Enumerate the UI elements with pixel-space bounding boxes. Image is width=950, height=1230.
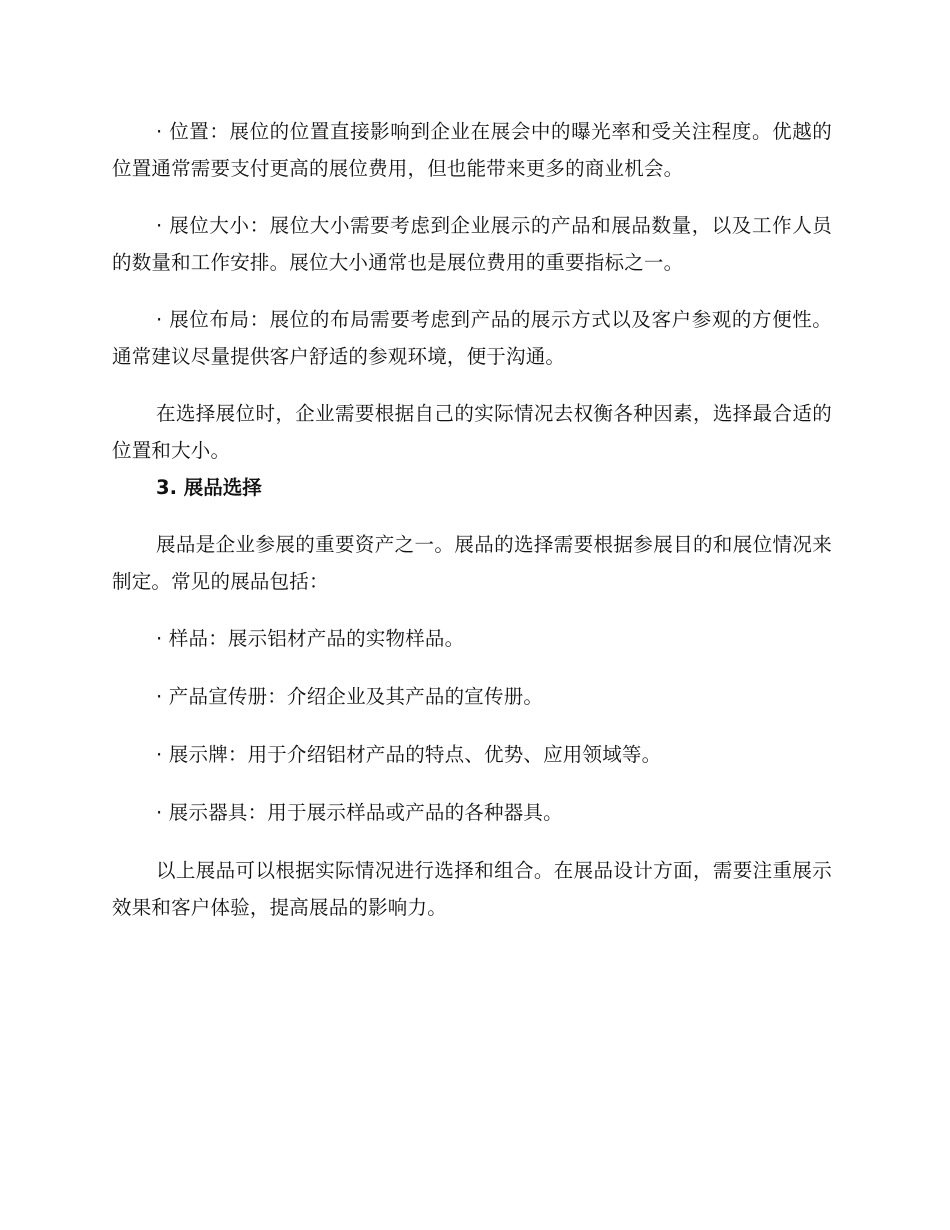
paragraph-booth-selection-summary: 在选择展位时，企业需要根据自己的实际情况去权衡各种因素，选择最合适的位置和大小。 (112, 402, 832, 462)
bullet-booth-size: · 展位大小：展位大小需要考虑到企业展示的产品和展品数量，以及工作人员的数量和工作安排。展位大小通常也是展位费用的重要指标之一。 (112, 214, 832, 274)
paragraph-exhibits-summary: 以上展品可以根据实际情况进行选择和组合。在展品设计方面，需要注重展示效果和客户体验，提高展品的影响力。 (112, 859, 832, 919)
bullet-samples: · 样品：展示铝材产品的实物样品。 (156, 627, 465, 650)
paragraph-exhibits-intro: 展品是企业参展的重要资产之一。展品的选择需要根据参展目的和展位情况来制定。常见的展品包括： (112, 533, 832, 593)
bullet-display-board: · 展示牌：用于介绍铝材产品的特点、优势、应用领域等。 (156, 743, 662, 766)
bullet-display-fixtures: · 展示器具：用于展示样品或产品的各种器具。 (156, 801, 563, 824)
document-body (112, 113, 832, 926)
bullet-location: · 位置：展位的位置直接影响到企业在展会中的曝光率和受关注程度。优越的位置通常需要支付更高的展位费用，但也能带来更多的商业机会。 (112, 120, 832, 180)
bullet-booth-layout: · 展位布局：展位的布局需要考虑到产品的展示方式以及客户参观的方便性。通常建议尽量提供客户舒适的参观环境，便于沟通。 (112, 308, 832, 368)
bullet-brochure: · 产品宣传册：介绍企业及其产品的宣传册。 (156, 685, 544, 708)
section-heading-exhibit-selection: 3. 展品选择 (156, 476, 262, 499)
